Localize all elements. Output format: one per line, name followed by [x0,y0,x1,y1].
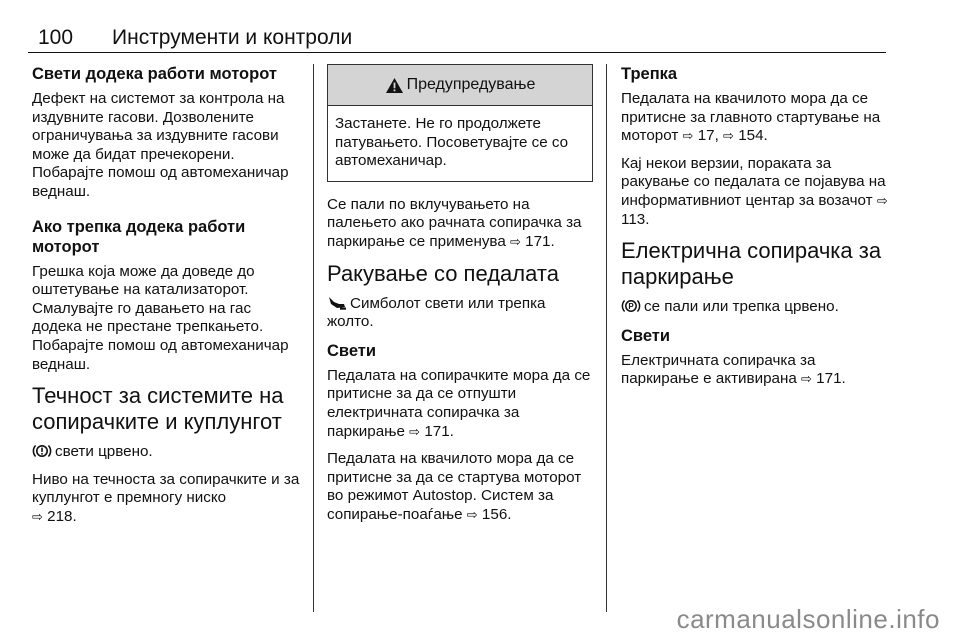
column-1 [32,64,300,536]
page-reference[interactable]: 113. [621,210,650,228]
warning-triangle-icon [385,77,404,94]
warning-box [327,64,593,182]
reference-arrow-icon: ⇨ [723,128,734,144]
column-2 [327,64,593,534]
pedal-symbol-text: Симболот свети или трепка жолто. [327,294,546,331]
paragraph-pedal-symbol [327,295,593,332]
page-number: 100 [38,26,74,49]
flash-1-text: Педалата на квачилото мора да се притисне за главното стартување на моторот [621,90,881,145]
heading-brake-fluid: Течност за системите на сопирачките и куплунгот [32,383,284,435]
paragraph-epb [621,298,889,317]
chapter-title: Инструменти и контроли [112,26,353,49]
warning-title: Предупредување [406,75,536,93]
heading-lit: Свети [621,326,671,345]
svg-text:P: P [628,302,634,312]
warning-text: Застанете. Не го продолжете патувањето. Посоветувајте се со автомеханичар. [335,115,569,170]
reference-arrow-icon: ⇨ [682,128,694,144]
paragraph-flash-2 [621,155,889,229]
heading-motor-on: Свети додека работи моторот [32,65,277,83]
page-reference[interactable]: 171. [424,422,454,440]
epb-lit-text: Електричната сопирачка за паркирање е активирана [621,351,816,388]
page-reference[interactable]: 218. [47,507,77,525]
heading-lit: Свети [327,341,377,360]
paragraph-lit-2 [327,450,593,524]
paragraph-brake-fluid [32,471,300,527]
page-reference[interactable]: 154. [738,127,768,145]
brake-fluid-warning-icon [32,443,52,459]
page-reference[interactable]: 17, [697,127,719,145]
foot-pedal-icon [327,295,347,311]
brake-fluid-text: Ниво на течноста за сопирачките и за куплунгот е премногу ниско [32,470,300,507]
brake-lit-text: свети црвено. [55,443,153,461]
reference-arrow-icon: ⇨ [409,423,421,439]
lit-1-text: Педалата на сопирачките мора да се притисне за да се отпушти електричната сопирачка за паркирање [327,366,591,440]
flash-2-text: Кај некои верзии, пораката за ракување со педалата се појавува на информативниот центар за возачот [621,154,886,209]
column-divider [606,64,607,612]
paragraph-flash-1 [621,90,889,146]
paragraph-flash-motor: Грешка која може да доведе до оштетување на катализаторот. Смалувајте го давањето на гас додека не престане трепкањето. Побарајте помош од автомеханичар веднаш. [32,262,289,373]
paragraph-ignition [327,196,593,252]
column-3 [621,64,889,398]
column-divider [313,64,314,612]
lit-2-text: Педалата на квачилото мора да се притисне за да се стартува моторот во режимот Autostop. Систем за сопирање-поаѓање [327,450,582,523]
heading-flash-motor: Ако трепка додека работи моторот [32,217,246,256]
reference-arrow-icon: ⇨ [510,233,521,249]
paragraph-lit-1 [327,367,593,441]
warning-header [328,65,592,106]
reference-arrow-icon: ⇨ [32,508,43,524]
ignition-text: Се пали по вклучувањето на палењето ако рачната сопирачка за паркирање се применува [327,195,582,250]
paragraph-epb-lit [621,352,889,389]
heading-pedal-operation: Ракување со педалата [327,260,559,286]
heading-electric-parking-brake: Електрична сопирачка за паркирање [621,238,882,290]
parking-brake-icon [621,298,641,314]
reference-arrow-icon: ⇨ [801,371,812,387]
paragraph-motor-on: Дефект на системот за контрола на издувните гасови. Дозволените ограничувања за издувните гасови може да бидат пречекорени. Побарајте помош од автомеханичар веднаш. [32,90,289,200]
page-reference[interactable]: 156. [481,505,512,523]
page-reference[interactable]: 171. [816,370,846,388]
paragraph-brake-lit [32,443,300,462]
page-reference[interactable]: 171. [525,232,555,250]
reference-arrow-icon: ⇨ [876,192,888,208]
reference-arrow-icon: ⇨ [466,506,478,522]
watermark: carmanualsonline.info [676,604,940,634]
epb-text: се пали или трепка црвено. [644,298,839,316]
page-header [28,24,886,53]
heading-flash: Трепка [621,65,678,83]
